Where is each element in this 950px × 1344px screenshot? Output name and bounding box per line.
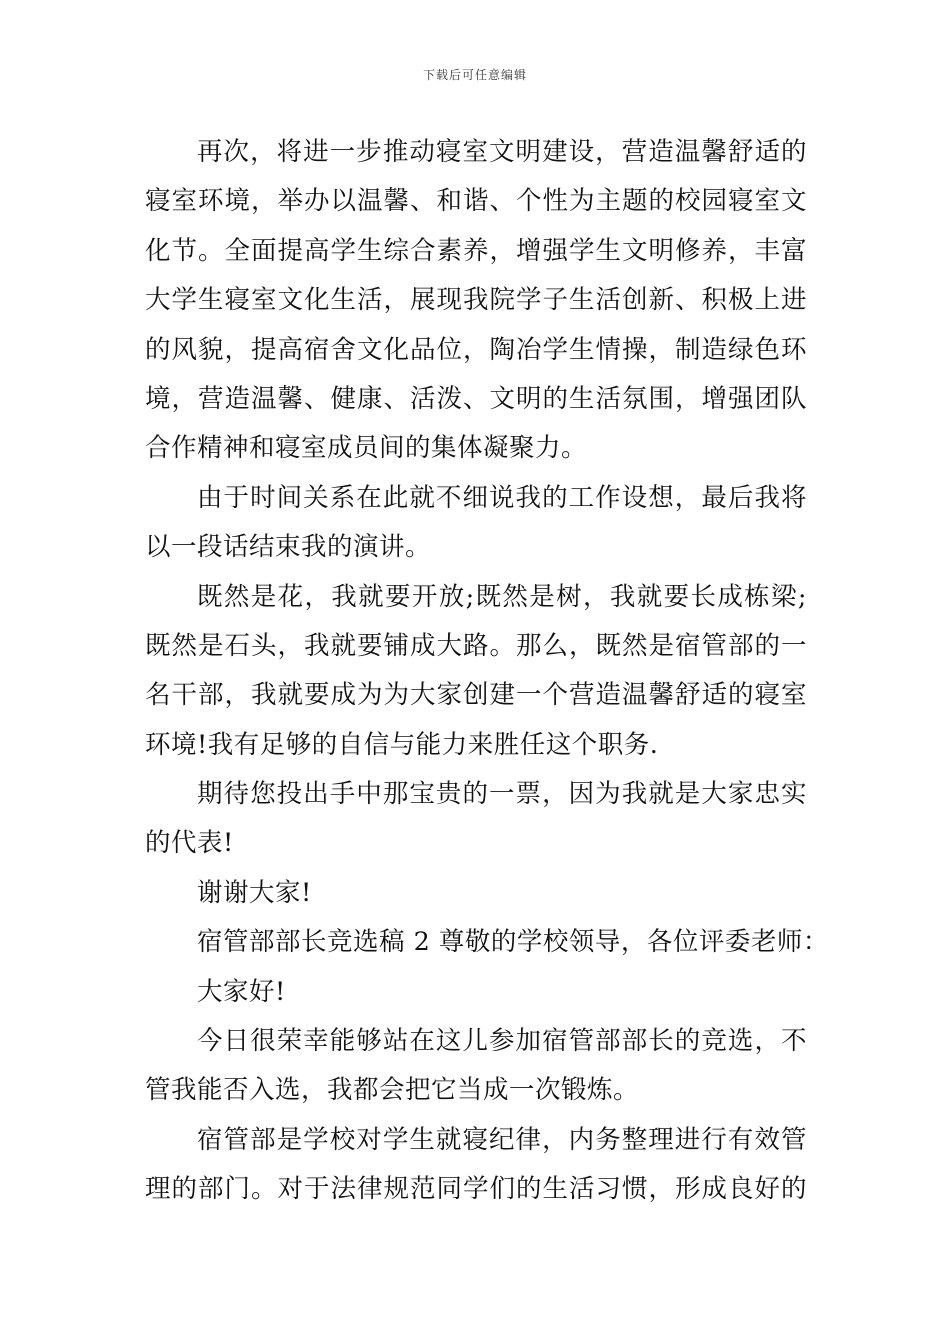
text-line: 宿管部是学校对学生就寝纪律，内务整理进行有效管 [197, 1124, 807, 1155]
text-line: 谢谢大家! [197, 877, 312, 908]
text-line: 既然是石头，我就要铺成大路。那么，既然是宿管部的一 [145, 630, 807, 661]
text-line: 境，营造温馨、健康、活泼、文明的生活氛围，增强团队 [145, 383, 807, 414]
text-line: 环境!我有足够的自信与能力来胜任这个职务. [145, 729, 659, 760]
text-line: 再次，将进一步推动寝室文明建设，营造温馨舒适的 [197, 137, 807, 167]
text-line: 期待您投出手中那宝贵的一票，因为我就是大家忠实 [197, 779, 807, 810]
text-line: 名干部，我就要成为为大家创建一个营造温馨舒适的寝室 [145, 680, 807, 711]
text-line: 大学生寝室文化生活，展现我院学子生活创新、积极上进 [145, 285, 807, 316]
text-line: 以一段话结束我的演讲。 [145, 532, 432, 563]
text-line: 既然是花，我就要开放;既然是树，我就要长成栋梁; [197, 581, 807, 612]
text-line: 化节。全面提高学生综合素养，增强学生文明修养，丰富 [145, 235, 807, 266]
text-line: 由于时间关系在此就不细说我的工作设想，最后我将 [197, 482, 807, 513]
page-header-note: 下载后可任意编辑 [422, 68, 527, 82]
text-line: 合作精神和寝室成员间的集体凝聚力。 [145, 433, 588, 464]
text-line: 寝室环境，举办以温馨、和谐、个性为主题的校园寝室文 [145, 186, 807, 217]
document-body [145, 128, 829, 1215]
text-line: 的风貌，提高宿舍文化品位，陶冶学生情操，制造绿色环 [145, 334, 807, 365]
text-line: 理的部门。对于法律规范同学们的生活习惯，形成良好的 [145, 1174, 807, 1205]
text-line: 今日很荣幸能够站在这儿参加宿管部部长的竞选，不 [197, 1026, 807, 1057]
text-line: 的代表! [145, 828, 234, 859]
text-line: 管我能否入选，我都会把它当成一次锻炼。 [145, 1075, 640, 1106]
text-line: 大家好! [197, 976, 286, 1007]
text-line: 宿管部部长竞选稿 2 尊敬的学校领导，各位评委老师： [197, 927, 829, 958]
